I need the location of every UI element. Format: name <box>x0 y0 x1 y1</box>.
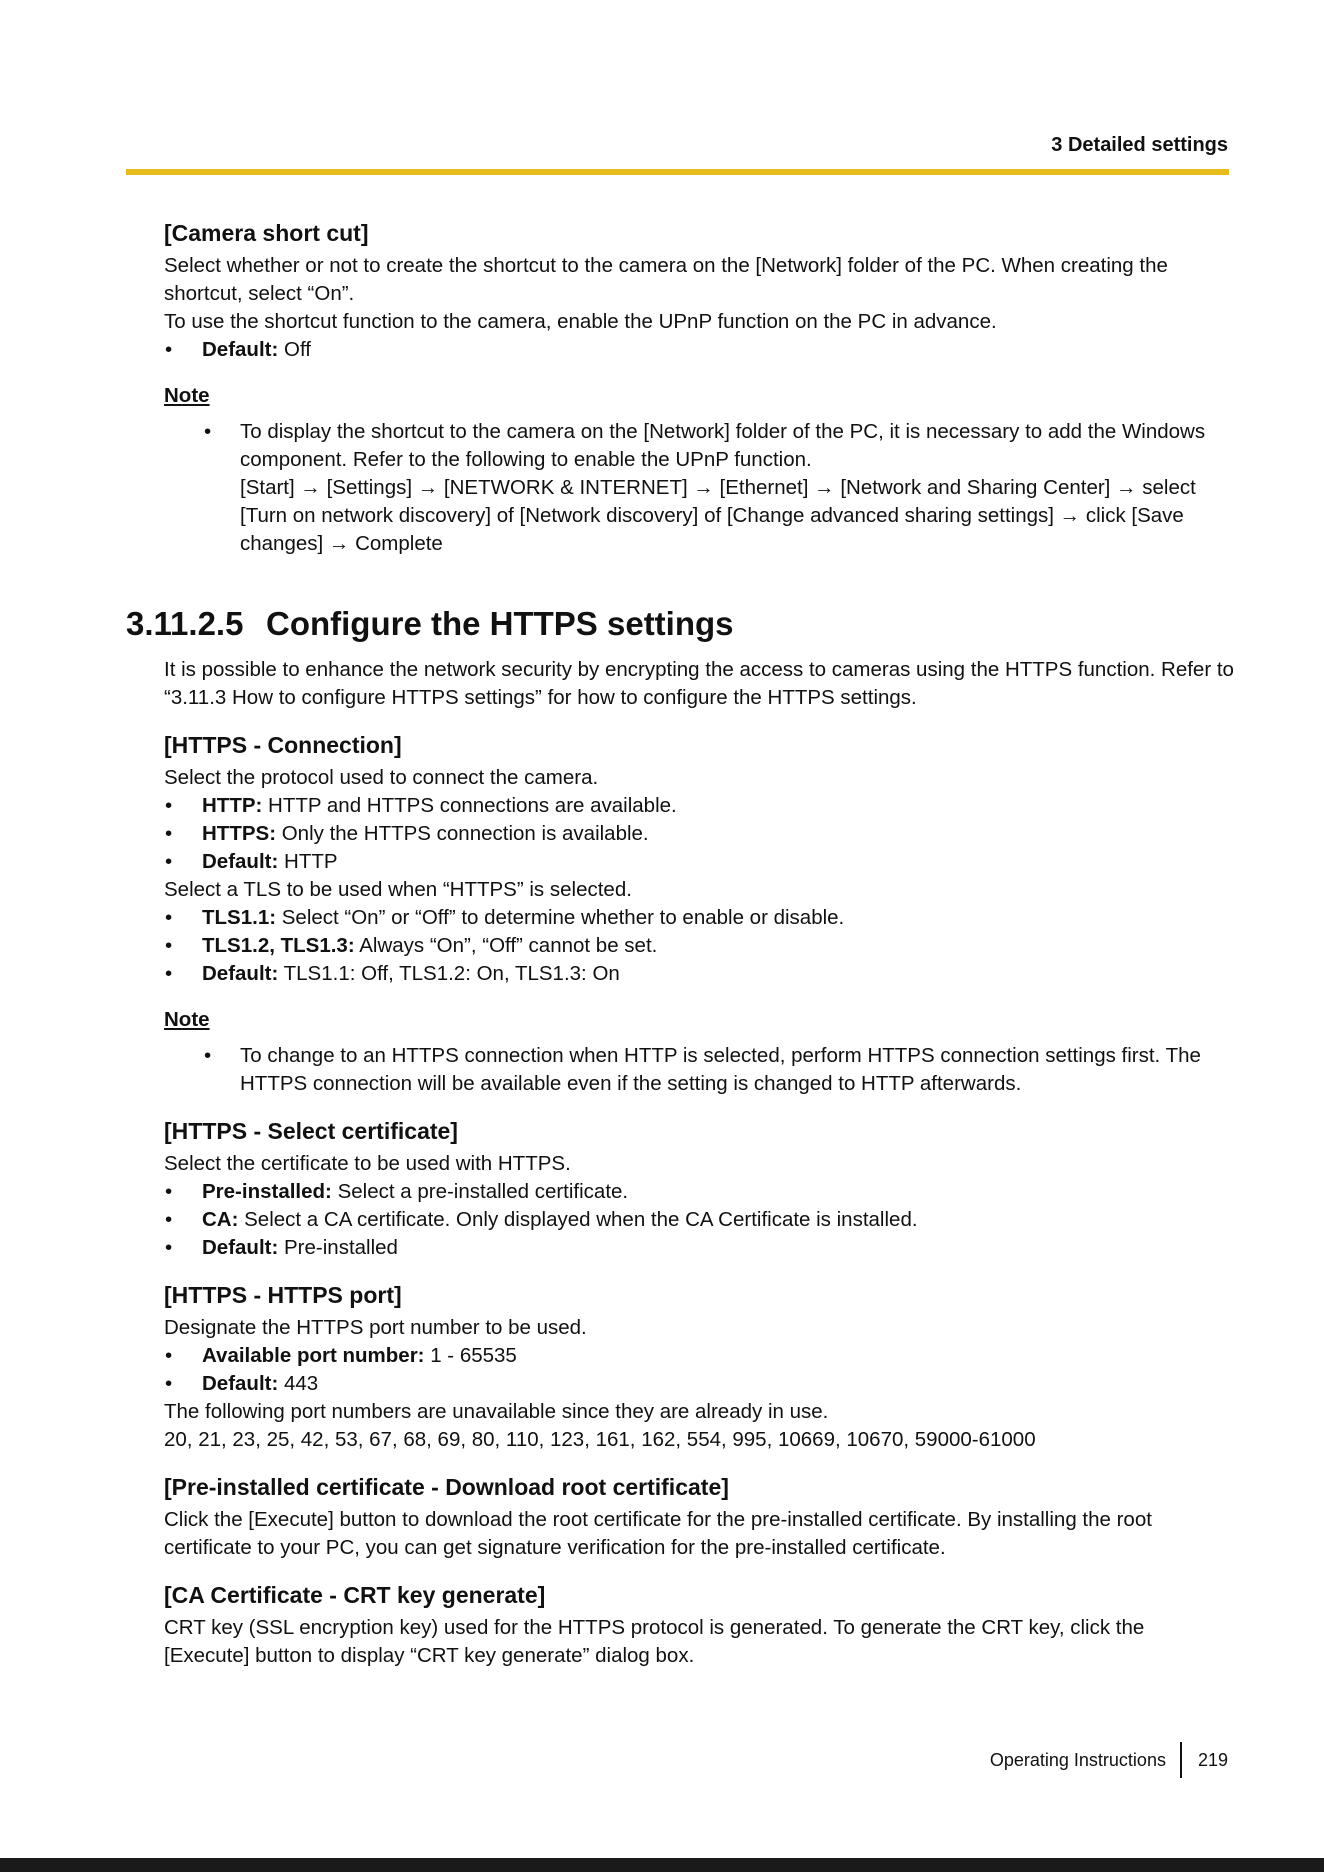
list-item <box>164 932 1234 960</box>
item-text: Select a CA certificate. Only displayed when the CA Certificate is installed. <box>238 1208 918 1231</box>
bottom-bar <box>0 1858 1324 1872</box>
item-text: Always “On”, “Off” cannot be set. <box>354 934 658 957</box>
note-label: Note <box>164 1008 210 1031</box>
https-connection-line: Select the protocol used to connect the camera. <box>164 766 599 789</box>
https-port-line: Designate the HTTPS port number to be used. <box>164 1316 587 1339</box>
chapter-intro: It is possible to enhance the network security by encrypting the access to cameras using the HTTPS function. Refer to “3.11.3 How to configure HTTPS settings” for how to configure the HTTPS settings. <box>164 658 1234 709</box>
item-text: HTTP and HTTPS connections are available. <box>262 794 677 817</box>
note-text: • To display the shortcut to the camera on the [Network] folder of the PC, it is necessary to add the Windows component. Refer to the following to enable the UPnP function. <box>240 420 1206 471</box>
item-label: Default: <box>202 1372 279 1395</box>
footer-separator <box>1180 1742 1182 1778</box>
root-certificate-text: Click the [Execute] button to download the root certificate for the pre-installed certificate. By installing the root certificate to your PC, you can get signature verification for the pre-installed certificate. <box>164 1508 1152 1559</box>
note-label: Note <box>164 384 210 407</box>
tls-list <box>164 904 1234 988</box>
https-connection-list <box>164 792 1234 876</box>
item-label: HTTPS: <box>202 822 277 845</box>
list-item <box>164 1370 1234 1398</box>
chapter-heading <box>126 604 1234 644</box>
header-rule <box>126 169 1229 175</box>
item-label: Default: <box>202 1236 279 1259</box>
item-label: Default: <box>202 962 279 985</box>
item-label: Pre-installed: <box>202 1180 332 1203</box>
root-certificate-title: [Pre-installed certificate - Download root certificate] <box>164 1474 729 1500</box>
https-port-title: [HTTPS - HTTPS port] <box>164 1282 402 1308</box>
item-label: HTTP: <box>202 794 263 817</box>
page-number: 219 <box>1197 1749 1228 1770</box>
item-label: CA: <box>202 1208 239 1231</box>
camera-shortcut-line: Select whether or not to create the shortcut to the camera on the [Network] folder of the PC. When creating the shortcut, select “On”. <box>164 254 1168 305</box>
list-item <box>164 820 1234 848</box>
crt-key-text: CRT key (SSL encryption key) used for the HTTPS protocol is generated. To generate the CRT key, click the [Execute] button to display “CRT key generate” dialog box. <box>164 1616 1145 1667</box>
https-port-list <box>164 1342 1234 1398</box>
list-item <box>164 1234 1234 1262</box>
note-list <box>164 418 1234 558</box>
list-item <box>164 848 1234 876</box>
camera-shortcut-line: To use the shortcut function to the camera, enable the UPnP function on the PC in advance. <box>164 310 997 333</box>
item-text: 443 <box>278 1372 319 1395</box>
list-item <box>164 336 1234 364</box>
item-text: TLS1.1: Off, TLS1.2: On, TLS1.3: On <box>278 962 620 985</box>
item-label: Available port number: <box>202 1344 425 1367</box>
item-text: Select “On” or “Off” to determine whether to enable or disable. <box>276 906 845 929</box>
item-text: 1 - 65535 <box>424 1344 517 1367</box>
camera-shortcut-title: [Camera short cut] <box>164 220 369 246</box>
select-certificate-line: Select the certificate to be used with HTTPS. <box>164 1152 571 1175</box>
list-item <box>164 904 1234 932</box>
item-label: Default: <box>202 850 279 873</box>
note-list <box>164 1042 1234 1098</box>
item-label: Default: <box>202 338 279 361</box>
chapter-number: 3.11.2.5 <box>126 605 244 642</box>
item-text: Pre-installed <box>278 1236 398 1259</box>
https-connection-title: [HTTPS - Connection] <box>164 732 402 758</box>
page-footer <box>990 1742 1228 1778</box>
crt-key-title: [CA Certificate - CRT key generate] <box>164 1582 546 1608</box>
list-item <box>164 960 1234 988</box>
chapter-title: Configure the HTTPS settings <box>266 605 734 642</box>
list-item <box>164 1178 1234 1206</box>
item-text: Off <box>278 338 311 361</box>
unavailable-ports: 20, 21, 23, 25, 42, 53, 67, 68, 69, 80, 110, 123, 161, 162, 554, 995, 10669, 10670, 59000-61000 <box>164 1428 1036 1451</box>
list-item <box>164 1206 1234 1234</box>
item-text: Select a pre-installed certificate. <box>331 1180 629 1203</box>
item-label: TLS1.1: <box>202 906 277 929</box>
running-header: 3 Detailed settings <box>1051 134 1228 156</box>
note-text: [Start] → [Settings] → [NETWORK & INTERNET] → [Ethernet] → [Network and Sharing Center] → select [Turn on network discovery] of [Network discovery] of [Change advanced sharing settings] → click [Save changes] → Complete <box>240 476 1196 555</box>
select-certificate-list <box>164 1178 1234 1262</box>
item-text: HTTP <box>278 850 338 873</box>
page-content <box>126 218 1234 1670</box>
item-text: Only the HTTPS connection is available. <box>276 822 649 845</box>
list-item <box>164 792 1234 820</box>
note-item <box>202 418 1234 558</box>
https-port-line: The following port numbers are unavailable since they are already in use. <box>164 1400 829 1423</box>
footer-label: Operating Instructions <box>989 1749 1166 1770</box>
note-item: • To change to an HTTPS connection when HTTP is selected, perform HTTPS connection settings first. The HTTPS connection will be available even if the setting is changed to HTTP afterwards. <box>202 1042 1234 1098</box>
list-item <box>164 1342 1234 1370</box>
select-certificate-title: [HTTPS - Select certificate] <box>164 1118 458 1144</box>
item-label: TLS1.2, TLS1.3: <box>202 934 355 957</box>
https-connection-line: Select a TLS to be used when “HTTPS” is selected. <box>164 878 632 901</box>
camera-shortcut-list <box>164 336 1234 364</box>
